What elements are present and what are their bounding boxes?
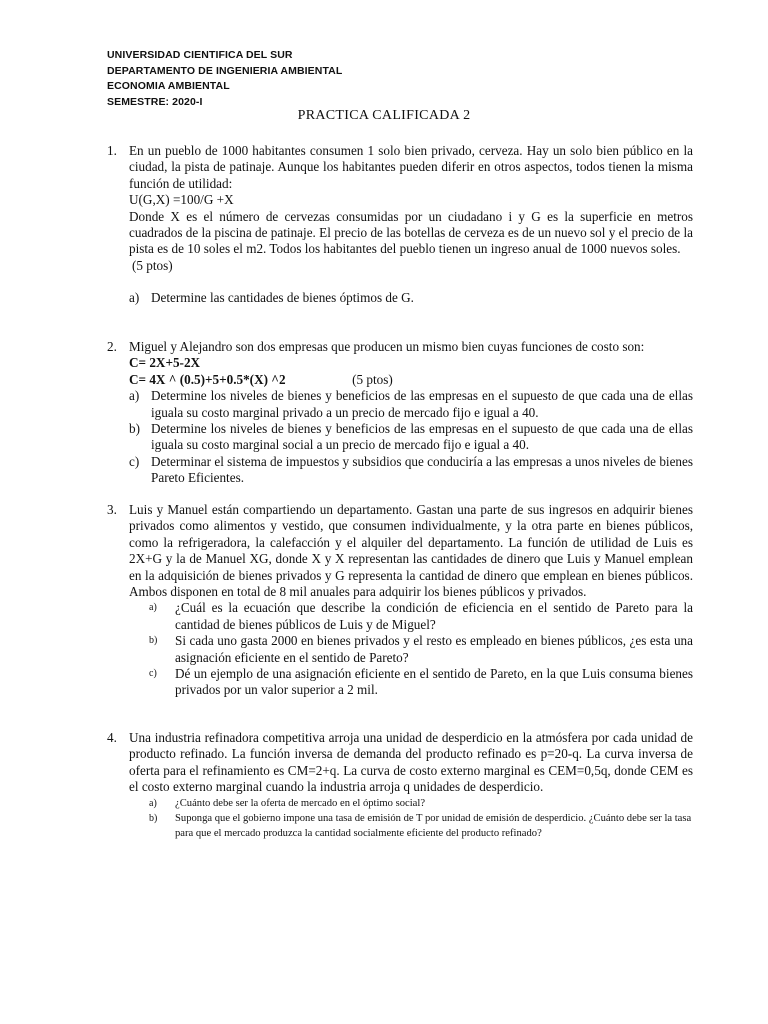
course-name: ECONOMIA AMBIENTAL bbox=[107, 80, 230, 92]
item-text: Dé un ejemplo de una asignación eficiente en el sentido de Pareto, en la que Luis consuma bienes privados por un valor superior a 2 mil. bbox=[175, 666, 693, 698]
list-item bbox=[129, 633, 693, 666]
question-1 bbox=[107, 143, 693, 307]
item-text: Determine los niveles de bienes y beneficios de las empresas en el supuesto de que cada una de ellas iguala su costo marginal privado a un precio de mercado fijo e igual a 40. bbox=[151, 388, 693, 420]
item-letter: a) bbox=[149, 797, 157, 809]
item-letter: b) bbox=[129, 421, 140, 437]
list-item bbox=[129, 454, 693, 487]
question-number: 2. bbox=[107, 339, 117, 354]
question-number: 1. bbox=[107, 143, 117, 158]
question-text: En un pueblo de 1000 habitantes consumen 1 solo bien privado, cerveza. Hay un solo bien público en la ciudad, la pista de patinaje. Aunque los habitantes pueden diferir en otros aspectos, todos tienen la misma función de utilidad: bbox=[129, 143, 693, 191]
points-label: (5 ptos) bbox=[352, 371, 393, 387]
item-letter: c) bbox=[149, 668, 157, 680]
document-header bbox=[107, 48, 342, 110]
cost-function-2 bbox=[129, 372, 693, 388]
university-name: UNIVERSIDAD CIENTIFICA DEL SUR bbox=[107, 49, 293, 61]
item-text: Determinar el sistema de impuestos y subsidios que conduciría a las empresas a unos niveles de bienes Pareto Eficientes. bbox=[151, 453, 694, 486]
question-4 bbox=[107, 730, 693, 841]
question-text: Donde X es el número de cervezas consumidas por un ciudadano i y G es la superficie en metros cuadrados de la piscina de patinaje. El precio de las botellas de cerveza es de un nuevo sol y el precio de la pista es de 10 soles el m2. Todos los habitantes del pueblo tienen un ingreso anual de 1000 nuevos soles. bbox=[129, 208, 693, 257]
item-text: Determine los niveles de bienes y beneficios de las empresas en el supuesto de que cada una de ellas iguala su costo marginal social a un precio de mercado fijo e igual a 40. bbox=[151, 421, 693, 453]
points-label: (5 ptos) bbox=[132, 257, 173, 273]
list-item bbox=[129, 388, 693, 421]
item-letter: b) bbox=[149, 635, 158, 647]
list-item bbox=[129, 421, 693, 454]
department-name: DEPARTAMENTO DE INGENIERIA AMBIENTAL bbox=[107, 64, 343, 77]
item-text: Determine las cantidades de bienes óptimos de G. bbox=[151, 290, 414, 306]
item-text: ¿Cuál es la ecuación que describe la condición de eficiencia en el sentido de Pareto para la cantidad de bienes públicos de Luis y de Miguel? bbox=[175, 600, 693, 632]
item-letter: c) bbox=[129, 453, 140, 469]
question-text: Luis y Manuel están compartiendo un departamento. Gastan una parte de sus ingresos en adquirir bienes privados como alimentos y vestido, que consumen individualmente, y la otra parte en bienes públicos, como la refrigeradora, la calefacción y el alquiler del departamento. La función de utilidad de Luis es 2X+G y la de Manuel XG, donde X y X representan las cantidades de dinero que Luis y Manuel emplean en la adquisición de bienes privados y G representa la cantidad de dinero que emplean en bienes públicos. Ambos disponen en total de 8 mil anuales para adquirir los bienes públicos y privados. bbox=[129, 502, 693, 600]
item-letter: a) bbox=[149, 602, 157, 614]
question-3 bbox=[107, 502, 693, 699]
question-number: 4. bbox=[107, 730, 117, 745]
question-2 bbox=[107, 339, 693, 487]
item-letter: b) bbox=[149, 812, 158, 824]
question-text: Una industria refinadora competitiva arroja una unidad de desperdicio en la atmósfera por cada unidad de producto refinado. La función inversa de demanda del producto refinado es p=20-q. La curva inversa de oferta para el refinamiento es CM=2+q. La curva de costo externo marginal es CEM=0,5q, donde CEM es el costo externo marginal cuando la industria arroja q unidades de desperdicio. bbox=[129, 730, 693, 795]
item-text: Suponga que el gobierno impone una tasa de emisión de T por unidad de emisión de desperdicio. ¿Cuánto debe ser la tasa para que el mercado produzca la cantidad socialmente eficiente del producto refinado? bbox=[175, 812, 692, 839]
utility-function bbox=[129, 192, 693, 208]
item-text: ¿Cuánto debe ser la oferta de mercado en el óptimo social? bbox=[175, 797, 426, 809]
list-item bbox=[129, 600, 693, 633]
formula-text: U(G,X) =100/G +X bbox=[129, 192, 234, 208]
list-item bbox=[129, 290, 693, 306]
question-text: Miguel y Alejandro son dos empresas que producen un mismo bien cuyas funciones de costo son: bbox=[129, 339, 645, 354]
question-number: 3. bbox=[107, 502, 117, 517]
list-item bbox=[129, 811, 693, 841]
formula-text: C= 4X ^ (0.5)+5+0.5*(X) ^2 bbox=[129, 371, 286, 387]
semester-label: SEMESTRE: 2020-I bbox=[107, 95, 203, 108]
item-letter: a) bbox=[129, 388, 140, 404]
item-letter: a) bbox=[129, 290, 140, 306]
cost-function-1: C= 2X+5-2X bbox=[129, 355, 201, 371]
document-title: PRACTICA CALIFICADA 2 bbox=[297, 108, 471, 123]
list-item bbox=[129, 666, 693, 699]
item-text: Si cada uno gasta 2000 en bienes privados y el resto es empleado en bienes públicos, ¿es esta una asignación eficiente en el sentido de Pareto? bbox=[175, 633, 693, 665]
list-item bbox=[129, 796, 693, 811]
